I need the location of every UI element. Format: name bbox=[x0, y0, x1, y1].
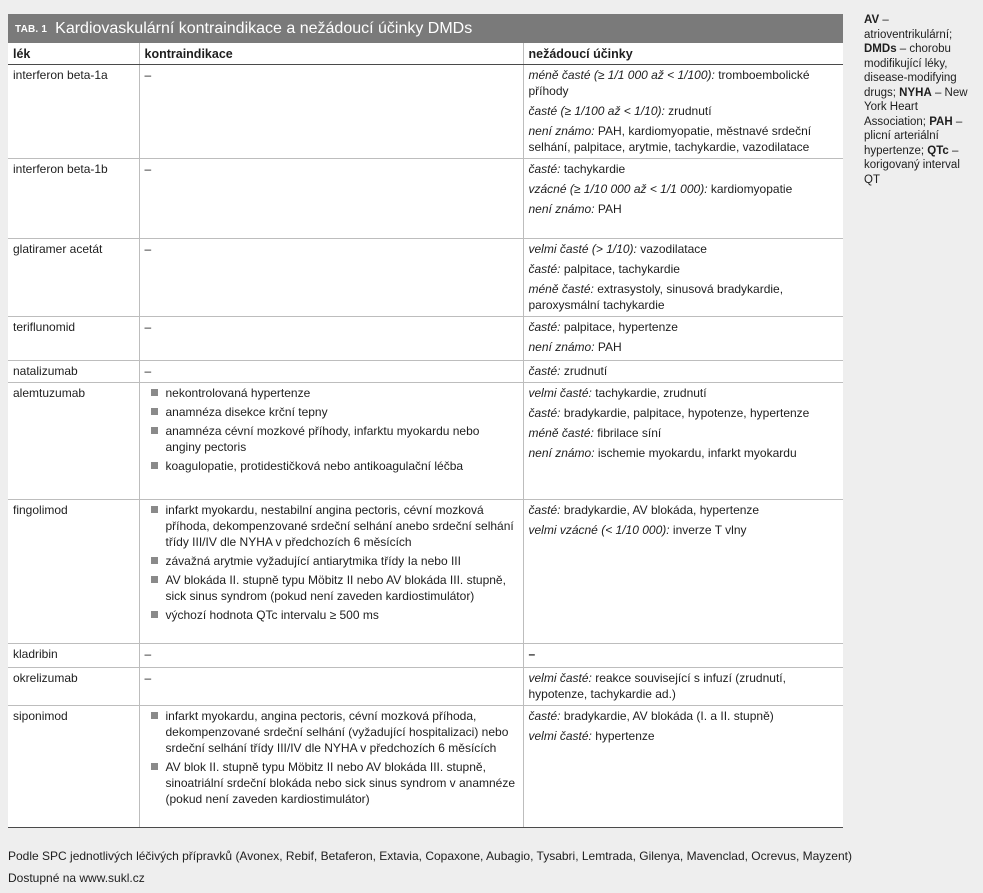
contraindication-item bbox=[145, 458, 518, 474]
contraindications-cell bbox=[139, 317, 523, 361]
bullet-icon bbox=[151, 763, 158, 770]
contraindication-item bbox=[145, 385, 518, 401]
cardio-table bbox=[8, 43, 843, 828]
drug-name: kladribin bbox=[13, 647, 58, 661]
contraindication-item bbox=[145, 553, 518, 569]
drug-cell bbox=[8, 239, 139, 317]
drug-cell bbox=[8, 317, 139, 361]
effect-text: tachykardie bbox=[560, 162, 626, 176]
abbreviation-text: – chorobu modifikující léky, disease-modifying drugs; bbox=[864, 43, 957, 99]
empty-dash: – bbox=[144, 647, 152, 661]
table-body bbox=[8, 65, 843, 828]
drug-name: fingolimod bbox=[13, 503, 68, 517]
table-row bbox=[8, 361, 843, 383]
contraindication-item bbox=[145, 423, 518, 455]
table-row bbox=[8, 159, 843, 239]
abbreviation-text: – plicní arteriální hypertenze; bbox=[864, 115, 963, 157]
contraindication-list bbox=[145, 708, 518, 807]
contraindication-item bbox=[145, 404, 518, 420]
table-row bbox=[8, 317, 843, 361]
empty-dash: – bbox=[144, 320, 152, 334]
table-row bbox=[8, 65, 843, 159]
table-row bbox=[8, 383, 843, 500]
adverse-effects-cell bbox=[523, 668, 843, 706]
contraindication-list bbox=[145, 502, 518, 623]
frequency-label: méně časté (≥ 1/1 000 až < 1/100): bbox=[528, 68, 715, 82]
contraindication-text: nekontrolovaná hypertenze bbox=[165, 386, 311, 400]
effect-text: bradykardie, AV blokáda (I. a II. stupně) bbox=[560, 709, 774, 723]
bullet-icon bbox=[151, 389, 158, 396]
adverse-effect bbox=[529, 103, 839, 119]
column-header-drug: lék bbox=[8, 43, 139, 65]
effect-text: zrudnutí bbox=[560, 364, 608, 378]
drug-name: interferon beta-1a bbox=[13, 68, 108, 82]
drug-cell bbox=[8, 383, 139, 500]
column-header-contraindications: kontraindikace bbox=[139, 43, 523, 65]
contraindications-cell bbox=[139, 668, 523, 706]
effect-text: ischemie myokardu, infarkt myokardu bbox=[594, 446, 797, 460]
effect-text: kardiomyopatie bbox=[707, 182, 793, 196]
contraindication-text: infarkt myokardu, nestabilní angina pectoris, cévní mozková příhoda, dekompenzované srdeční selhání anebo srdeční selhání třídy III/IV dle NYHA v předchozích 6 měsících bbox=[165, 503, 514, 549]
adverse-effect bbox=[529, 201, 839, 217]
drug-name: okrelizumab bbox=[13, 671, 78, 685]
abbreviation: PAH bbox=[929, 115, 953, 128]
bullet-icon bbox=[151, 557, 158, 564]
frequency-label: méně časté: bbox=[528, 426, 594, 440]
frequency-label: velmi časté: bbox=[528, 729, 592, 743]
contraindication-text: koagulopatie, protidestičková nebo antikoagulační léčba bbox=[165, 459, 464, 473]
drug-name: teriflunomid bbox=[13, 320, 76, 334]
effect-text: tromboembolické příhody bbox=[528, 68, 810, 98]
adverse-effects-cell bbox=[523, 159, 843, 239]
contraindication-list bbox=[145, 385, 518, 474]
adverse-effects-cell bbox=[523, 383, 843, 500]
frequency-label: časté: bbox=[528, 503, 561, 517]
table-row bbox=[8, 239, 843, 317]
drug-cell bbox=[8, 706, 139, 828]
bullet-icon bbox=[151, 611, 158, 618]
empty-dash: – bbox=[144, 242, 152, 256]
adverse-effect bbox=[529, 385, 839, 401]
drug-cell bbox=[8, 500, 139, 644]
source-note: Podle SPC jednotlivých léčivých přípravků (Avonex, Rebif, Betaferon, Extavia, Copaxone, Aubagio, Tysabri, Lemtrada, Gilenya, Mavenclad, Ocrevus, Mayzent) bbox=[8, 849, 852, 863]
frequency-label: není známo: bbox=[528, 124, 595, 138]
empty-dash: – bbox=[144, 671, 152, 685]
effect-text: tachykardie, zrudnutí bbox=[591, 386, 707, 400]
contraindication-text: infarkt myokardu, angina pectoris, cévní mozková příhoda, dekompenzované srdeční selhání (vyžadující hospitalizaci) nebo srdeční selhání třídy III/IV dle NYHA v předchozích 6 měsících bbox=[165, 709, 509, 755]
frequency-label: časté: bbox=[528, 262, 561, 276]
frequency-label: časté: bbox=[528, 406, 561, 420]
adverse-effect bbox=[529, 339, 839, 355]
effect-text: palpitace, hypertenze bbox=[560, 320, 678, 334]
adverse-effect bbox=[529, 261, 839, 277]
drug-name: alemtuzumab bbox=[13, 386, 86, 400]
abbreviation-text: – New York Heart Association; bbox=[864, 86, 968, 128]
empty-dash: – bbox=[144, 162, 152, 176]
adverse-effect bbox=[529, 123, 839, 155]
adverse-effect bbox=[529, 241, 839, 257]
table-row bbox=[8, 706, 843, 828]
contraindications-cell bbox=[139, 644, 523, 668]
bullet-icon bbox=[151, 576, 158, 583]
bullet-icon bbox=[151, 462, 158, 469]
table-number: TAB. 1 bbox=[15, 24, 48, 35]
adverse-effects-cell bbox=[523, 317, 843, 361]
adverse-effect bbox=[529, 319, 839, 335]
contraindications-cell bbox=[139, 706, 523, 828]
effect-text: palpitace, tachykardie bbox=[560, 262, 680, 276]
header-row bbox=[8, 43, 843, 65]
bullet-icon bbox=[151, 408, 158, 415]
frequency-label: časté: bbox=[528, 364, 561, 378]
empty-dash: – bbox=[144, 364, 152, 378]
adverse-effect bbox=[529, 708, 839, 724]
adverse-effect bbox=[529, 522, 839, 538]
contraindication-text: závažná arytmie vyžadující antiarytmika třídy Ia nebo III bbox=[165, 554, 461, 568]
table-row bbox=[8, 500, 843, 644]
effect-text: PAH, kardiomyopatie, městnavé srdeční selhání, palpitace, arytmie, tachykardie, vazodilatace bbox=[528, 124, 812, 154]
adverse-effect bbox=[529, 670, 839, 702]
drug-name: natalizumab bbox=[13, 364, 78, 378]
contraindications-cell bbox=[139, 500, 523, 644]
contraindication-text: AV blok II. stupně typu Möbitz II nebo AV blokáda III. stupně, sinoatriální srdeční blokáda nebo sick sinus syndrom v anamnéze (pokud není zaveden kardiostimulátor) bbox=[165, 760, 516, 806]
adverse-effect bbox=[529, 281, 839, 313]
adverse-effect bbox=[529, 502, 839, 518]
frequency-label: vzácné (≥ 1/10 000 až < 1/1 000): bbox=[528, 182, 708, 196]
adverse-effect bbox=[529, 445, 839, 461]
table-row bbox=[8, 668, 843, 706]
drug-name: glatiramer acetát bbox=[13, 242, 103, 256]
contraindications-cell bbox=[139, 239, 523, 317]
drug-cell bbox=[8, 361, 139, 383]
adverse-effect bbox=[529, 67, 839, 99]
abbreviation: QTc bbox=[927, 144, 949, 157]
contraindication-item bbox=[145, 759, 518, 807]
drug-cell bbox=[8, 644, 139, 668]
contraindication-item bbox=[145, 572, 518, 604]
abbreviations-note bbox=[864, 13, 976, 187]
bullet-icon bbox=[151, 427, 158, 434]
adverse-effects-cell bbox=[523, 500, 843, 644]
abbreviation: NYHA bbox=[899, 86, 932, 99]
effect-text: fibrilace síní bbox=[593, 426, 662, 440]
frequency-label: časté (≥ 1/100 až < 1/10): bbox=[528, 104, 665, 118]
effect-text: reakce související s infuzí (zrudnutí, hypotenze, tachykardie ad.) bbox=[528, 671, 786, 701]
abbreviation-text: – atrioventrikulární; bbox=[864, 14, 953, 41]
frequency-label: velmi časté: bbox=[528, 671, 592, 685]
empty-dash: – bbox=[144, 68, 152, 82]
effect-text: extrasystoly, sinusová bradykardie, paroxysmální tachykardie bbox=[528, 282, 784, 312]
effect-text: bradykardie, AV blokáda, hypertenze bbox=[560, 503, 760, 517]
effect-text: vazodilatace bbox=[636, 242, 707, 256]
effect-text: zrudnutí bbox=[664, 104, 712, 118]
frequency-label: časté: bbox=[528, 320, 561, 334]
contraindications-cell bbox=[139, 159, 523, 239]
drug-cell bbox=[8, 65, 139, 159]
column-header-adverse-effects: nežádoucí účinky bbox=[523, 43, 843, 65]
abbreviation: AV bbox=[864, 14, 880, 26]
drug-cell bbox=[8, 668, 139, 706]
frequency-label: není známo: bbox=[528, 340, 595, 354]
contraindications-cell bbox=[139, 361, 523, 383]
effect-text: hypertenze bbox=[591, 729, 655, 743]
frequency-label: časté: bbox=[528, 709, 561, 723]
abbreviation: DMDs bbox=[864, 43, 897, 55]
adverse-effects-cell bbox=[523, 65, 843, 159]
frequency-label: velmi časté (> 1/10): bbox=[528, 242, 637, 256]
contraindications-cell bbox=[139, 65, 523, 159]
contraindication-item bbox=[145, 607, 518, 623]
footer bbox=[8, 845, 908, 889]
adverse-effect bbox=[529, 405, 839, 421]
availability-note: Dostupné na www.sukl.cz bbox=[8, 871, 145, 885]
contraindication-text: AV blokáda II. stupně typu Möbitz II nebo AV blokáda III. stupně, sick sinus syndrom (pokud není zaveden kardiostimulátor) bbox=[165, 573, 506, 603]
adverse-effects-cell bbox=[523, 706, 843, 828]
drug-name: interferon beta-1b bbox=[13, 162, 108, 176]
empty-dash: – bbox=[528, 647, 536, 661]
frequency-label: časté: bbox=[528, 162, 561, 176]
adverse-effect bbox=[529, 425, 839, 441]
adverse-effect bbox=[529, 728, 839, 744]
effect-text: PAH bbox=[594, 340, 622, 354]
frequency-label: není známo: bbox=[528, 202, 595, 216]
contraindication-text: anamnéza disekce krční tepny bbox=[165, 405, 328, 419]
frequency-label: není známo: bbox=[528, 446, 595, 460]
adverse-effect bbox=[529, 161, 839, 177]
drug-name: siponimod bbox=[13, 709, 68, 723]
bullet-icon bbox=[151, 712, 158, 719]
contraindication-text: výchozí hodnota QTc intervalu ≥ 500 ms bbox=[165, 608, 379, 622]
contraindications-cell bbox=[139, 383, 523, 500]
adverse-effects-cell bbox=[523, 239, 843, 317]
adverse-effect bbox=[529, 363, 839, 379]
contraindication-item bbox=[145, 502, 518, 550]
table-title: Kardiovaskulární kontraindikace a nežádoucí účinky DMDs bbox=[55, 19, 473, 37]
contraindication-text: anamnéza cévní mozkové příhody, infarktu myokardu nebo anginy pectoris bbox=[165, 424, 480, 454]
adverse-effects-cell bbox=[523, 644, 843, 668]
contraindication-item bbox=[145, 708, 518, 756]
table-row bbox=[8, 644, 843, 668]
bullet-icon bbox=[151, 506, 158, 513]
table-container bbox=[8, 14, 843, 828]
table-title-bar bbox=[8, 14, 843, 43]
adverse-effect bbox=[529, 181, 839, 197]
effect-text: bradykardie, palpitace, hypotenze, hypertenze bbox=[560, 406, 810, 420]
drug-cell bbox=[8, 159, 139, 239]
frequency-label: velmi časté: bbox=[528, 386, 592, 400]
effect-text: PAH bbox=[594, 202, 622, 216]
frequency-label: méně časté: bbox=[528, 282, 594, 296]
frequency-label: velmi vzácné (< 1/10 000): bbox=[528, 523, 670, 537]
abbreviation-text: – korigovaný interval QT bbox=[864, 144, 960, 186]
effect-text: inverze T vlny bbox=[669, 523, 747, 537]
adverse-effects-cell bbox=[523, 361, 843, 383]
